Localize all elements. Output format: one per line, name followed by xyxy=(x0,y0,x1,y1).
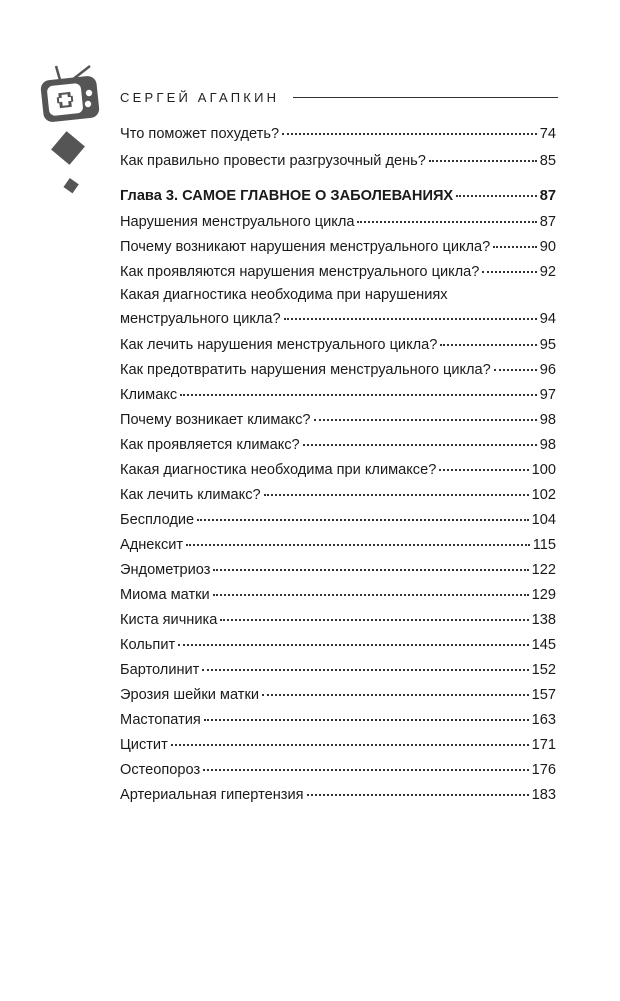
toc-entry[interactable] xyxy=(120,708,556,732)
dot-leader xyxy=(204,719,529,721)
toc-entry-title: Цистит xyxy=(120,737,168,753)
toc-page-number: 87 xyxy=(539,188,556,204)
toc-entry[interactable] xyxy=(120,260,556,284)
toc-entry-title: Почему возникает климакс? xyxy=(120,412,311,428)
running-header xyxy=(120,87,558,107)
toc-page-number: 97 xyxy=(539,387,556,403)
toc-page-number: 176 xyxy=(531,762,556,778)
toc-entry-title: менструального цикла? xyxy=(120,311,281,327)
toc-entry[interactable] xyxy=(120,333,556,357)
toc-entry-title: Миома матки xyxy=(120,587,210,603)
toc-page-number: 104 xyxy=(531,512,556,528)
toc-page-number: 96 xyxy=(539,362,556,378)
toc-page-number: 115 xyxy=(532,537,556,553)
toc-entry[interactable] xyxy=(120,608,556,632)
toc-page-number: 94 xyxy=(539,311,556,327)
dot-leader xyxy=(307,794,529,796)
toc-entry-title: Как лечить нарушения менструального цикла? xyxy=(120,337,438,353)
dot-leader xyxy=(303,444,537,446)
toc-page-number: 171 xyxy=(531,737,556,753)
dot-leader xyxy=(197,519,528,521)
diamond-small xyxy=(63,178,78,193)
toc-page-number: 157 xyxy=(531,687,556,703)
toc-entry[interactable] xyxy=(120,583,556,607)
toc-entry-title: Какая диагностика необходима при нарушениях xyxy=(120,287,448,303)
dot-leader xyxy=(314,419,537,421)
dot-leader xyxy=(482,271,536,273)
toc-entry[interactable] xyxy=(120,733,556,757)
toc-page-number: 92 xyxy=(539,264,556,280)
toc-entry[interactable] xyxy=(120,210,556,234)
toc-entry[interactable] xyxy=(120,783,556,807)
toc-entry-title: Аднексит xyxy=(120,537,184,553)
toc-entry[interactable] xyxy=(120,358,556,382)
toc-page-number: 163 xyxy=(531,712,556,728)
chapter-heading-row[interactable] xyxy=(120,184,556,208)
author-name: СЕРГЕЙ АГАПКИН xyxy=(120,89,280,105)
dot-leader xyxy=(178,644,528,646)
toc-page-number: 183 xyxy=(531,787,556,803)
dot-leader xyxy=(429,160,537,162)
toc-page-number: 100 xyxy=(531,462,556,478)
toc-page-number: 145 xyxy=(531,637,556,653)
toc-entry-title: Бартолинит xyxy=(120,662,200,678)
dot-leader xyxy=(440,344,536,346)
toc-entry[interactable] xyxy=(120,658,556,682)
dot-leader xyxy=(213,594,529,596)
toc-entry-title: Климакс xyxy=(120,387,178,403)
chapter-title: Глава 3. САМОЕ ГЛАВНОЕ О ЗАБОЛЕВАНИЯХ xyxy=(120,188,454,204)
toc-entry-title: Что поможет похудеть? xyxy=(120,126,280,142)
toc-entry-title: Как предотвратить нарушения менструального цикла? xyxy=(120,362,491,378)
toc-entry[interactable] xyxy=(120,235,556,259)
toc-page-number: 87 xyxy=(539,214,556,230)
toc-entry-title: Мастопатия xyxy=(120,712,201,728)
diamond-large xyxy=(51,131,85,165)
dot-leader xyxy=(202,669,528,671)
dot-leader xyxy=(220,619,528,621)
toc-page-number: 152 xyxy=(531,662,556,678)
toc-entry-title: Как проявляется климакс? xyxy=(120,437,300,453)
toc-entry[interactable] xyxy=(120,633,556,657)
toc-entry[interactable] xyxy=(120,483,556,507)
tv-knob xyxy=(86,90,92,96)
dot-leader xyxy=(213,569,528,571)
toc-entry-title: Артериальная гипертензия xyxy=(120,787,304,803)
dot-leader xyxy=(171,744,529,746)
toc-page-number: 95 xyxy=(539,337,556,353)
toc-entry-title: Эндометриоз xyxy=(120,562,211,578)
toc-entry[interactable] xyxy=(120,408,556,432)
dot-leader xyxy=(186,544,530,546)
dot-leader xyxy=(180,394,537,396)
toc-entry[interactable] xyxy=(120,149,556,173)
toc-entry-title: Как правильно провести разгрузочный день? xyxy=(120,153,426,169)
dot-leader xyxy=(439,469,528,471)
toc-entry[interactable] xyxy=(120,433,556,457)
toc-entry[interactable] xyxy=(120,458,556,482)
dot-leader xyxy=(282,133,537,135)
toc-entry[interactable] xyxy=(120,122,556,146)
toc-page-number: 74 xyxy=(539,126,556,142)
toc-page-number: 98 xyxy=(539,437,556,453)
header-rule xyxy=(293,97,558,98)
dot-leader xyxy=(284,318,537,320)
toc-entry[interactable] xyxy=(120,758,556,782)
toc-entry[interactable] xyxy=(120,383,556,407)
toc-entry[interactable] xyxy=(120,283,556,331)
toc-page-number: 85 xyxy=(539,153,556,169)
toc-page-number: 98 xyxy=(539,412,556,428)
toc-entry-title: Как проявляются нарушения менструального цикла? xyxy=(120,264,480,280)
tv-plus-icon xyxy=(0,0,120,200)
toc-entry-title: Киста яичника xyxy=(120,612,218,628)
toc-page-number: 90 xyxy=(539,239,556,255)
toc-entry-title: Кольпит xyxy=(120,637,176,653)
dot-leader xyxy=(357,221,536,223)
toc-page-number: 122 xyxy=(531,562,556,578)
dot-leader xyxy=(203,769,528,771)
toc-entry-title: Как лечить климакс? xyxy=(120,487,261,503)
toc-page-number: 138 xyxy=(531,612,556,628)
toc-entry[interactable] xyxy=(120,533,556,557)
toc-page-number: 102 xyxy=(531,487,556,503)
dot-leader xyxy=(456,195,537,197)
toc-entry-title: Остеопороз xyxy=(120,762,201,778)
dot-leader xyxy=(264,494,529,496)
antenna-left xyxy=(56,66,60,80)
dot-leader xyxy=(494,369,537,371)
toc-entry-title: Бесплодие xyxy=(120,512,195,528)
toc-page-number: 129 xyxy=(531,587,556,603)
toc-entry[interactable] xyxy=(120,558,556,582)
tv-knob xyxy=(85,101,91,107)
toc-entry-title: Какая диагностика необходима при климаксе? xyxy=(120,462,437,478)
dot-leader xyxy=(262,694,529,696)
toc-entry-title: Нарушения менструального цикла xyxy=(120,214,355,230)
dot-leader xyxy=(493,246,536,248)
toc-entry-title: Эрозия шейки матки xyxy=(120,687,259,703)
toc-entry[interactable] xyxy=(120,683,556,707)
toc-entry-title: Почему возникают нарушения менструального цикла? xyxy=(120,239,491,255)
toc-entry[interactable] xyxy=(120,508,556,532)
